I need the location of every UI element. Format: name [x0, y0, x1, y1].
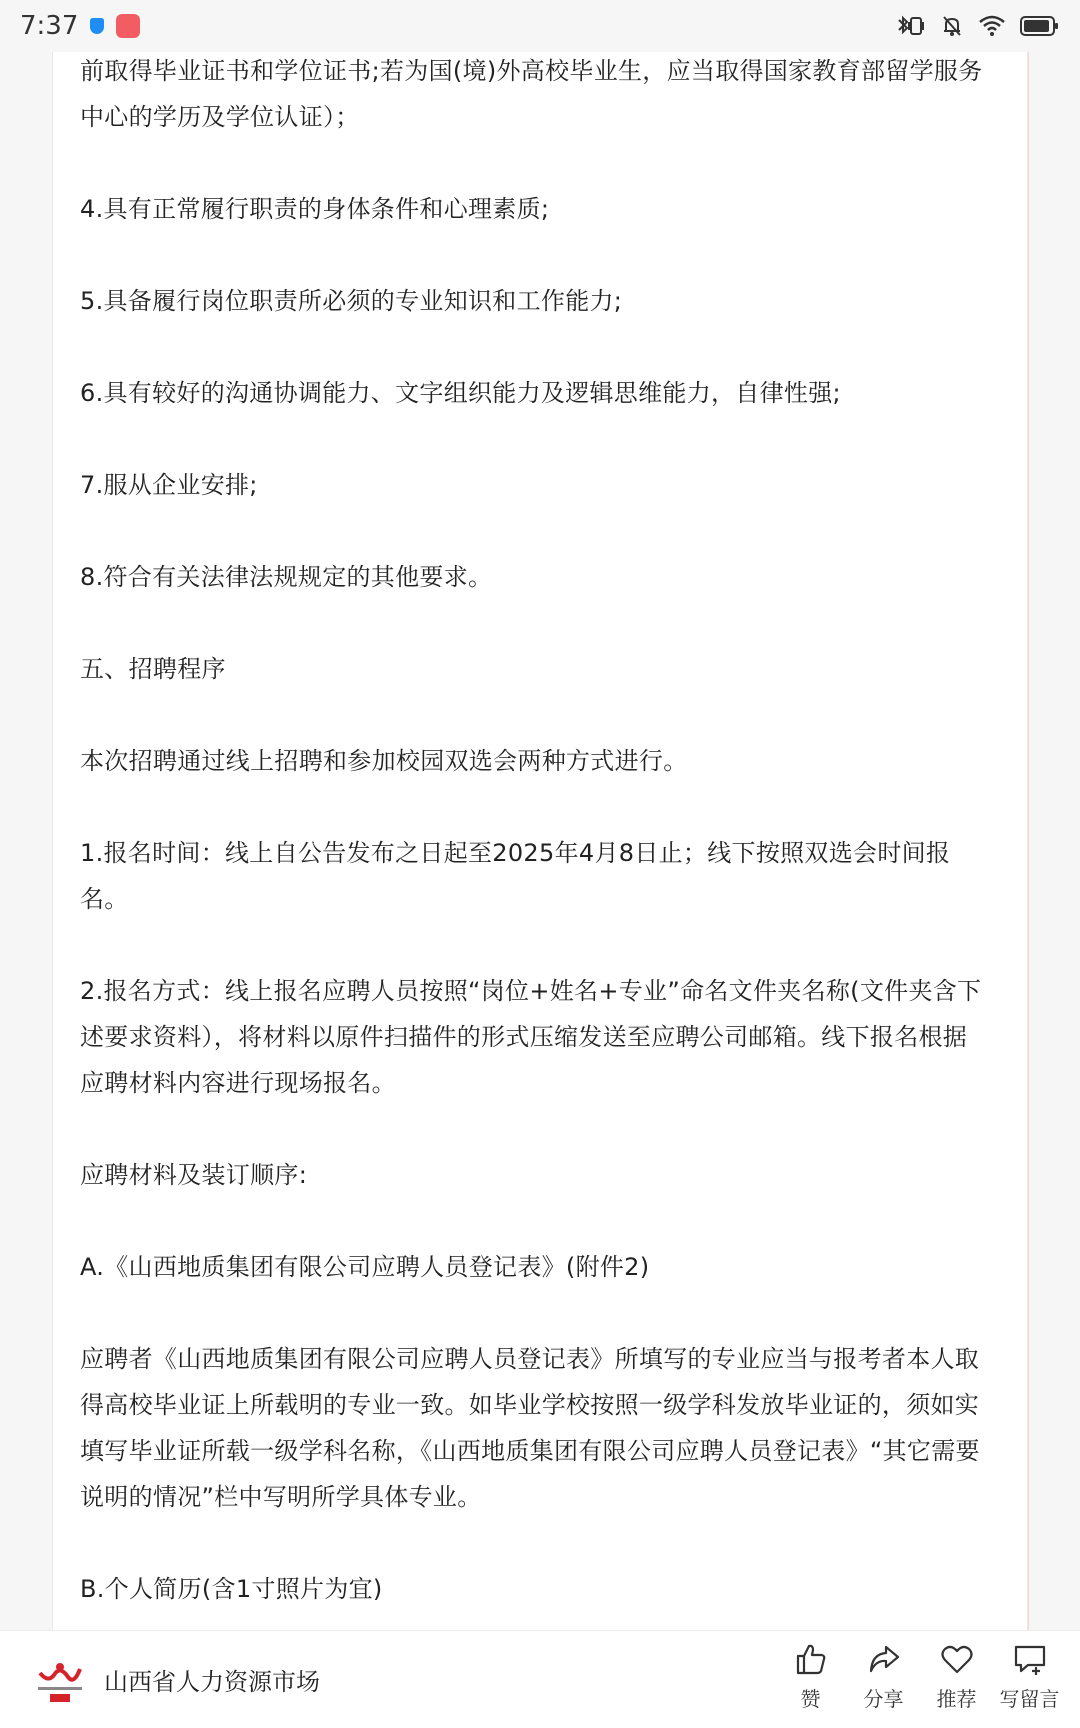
account-info[interactable] — [34, 1655, 320, 1705]
article-paragraph: 5.具备履行岗位职责所必须的专业知识和工作能力; — [80, 287, 623, 315]
recommend-label: 推荐 — [936, 1687, 977, 1711]
article-paragraph: 4.具有正常履行职责的身体条件和心理素质; — [80, 195, 550, 223]
bottom-bar — [0, 1630, 1080, 1728]
heart-icon — [939, 1641, 975, 1677]
shield-icon — [90, 18, 104, 34]
like-button[interactable] — [774, 1641, 847, 1712]
share-label: 分享 — [863, 1687, 904, 1711]
mute-icon — [940, 14, 964, 38]
comment-button[interactable] — [993, 1641, 1066, 1712]
battery-icon — [1020, 15, 1060, 37]
recommend-button[interactable] — [920, 1641, 993, 1712]
thumbs-up-icon — [793, 1641, 829, 1677]
article-paragraph: 应聘者《山西地质集团有限公司应聘人员登记表》所填写的专业应当与报考者本人取得高校毕业证上所载明的专业一致。如毕业学校按照一级学科发放毕业证的，须如实填写毕业证所载一级学科名称，《山西地质集团有限公司应聘人员登记表》“其它需要说明的情况”栏中写明所学具体专业。 — [80, 1345, 980, 1511]
article-paragraph: 2.报名方式：线上报名应聘人员按照“岗位+姓名+专业”命名文件夹名称(文件夹含下述要求资料），将材料以原件扫描件的形式压缩发送至应聘公司邮箱。线下报名根据应聘材料内容进行现场报名。 — [80, 977, 982, 1097]
account-logo[interactable] — [34, 1655, 86, 1705]
page-edge-line — [1028, 52, 1029, 1630]
account-name[interactable]: 山西省人力资源市场 — [104, 1668, 320, 1696]
action-group — [774, 1641, 1066, 1712]
article-paragraph: 8.符合有关法律法规规定的其他要求。 — [80, 563, 493, 591]
like-label: 赞 — [800, 1687, 821, 1711]
article-paragraph: 本次招聘通过线上招聘和参加校园双选会两种方式进行。 — [80, 747, 688, 775]
comment-add-icon — [1012, 1641, 1048, 1677]
wifi-icon — [978, 15, 1006, 37]
article-paragraph: 7.服从企业安排; — [80, 471, 258, 499]
bluetooth-vibrate-icon — [896, 14, 926, 38]
app-badge-icon — [116, 14, 140, 38]
article-content — [80, 48, 990, 1612]
article-paragraph: A.《山西地质集团有限公司应聘人员登记表》(附件2) — [80, 1253, 650, 1281]
comment-label: 写留言 — [999, 1687, 1060, 1711]
article-paragraph: 6.具有较好的沟通协调能力、文字组织能力及逻辑思维能力，自律性强; — [80, 379, 841, 407]
section-heading: 五、招聘程序 — [80, 655, 226, 683]
status-bar — [0, 0, 1080, 52]
article-paragraph: 前取得毕业证书和学位证书;若为国(境)外高校毕业生，应当取得国家教育部留学服务中心的学历及学位认证）； — [80, 57, 983, 131]
article-paragraph: 1.报名时间：线上自公告发布之日起至2025年4月8日止；线下按照双选会时间报名。 — [80, 839, 951, 913]
status-time: 7:37 — [20, 11, 79, 41]
article-paragraph: B.个人简历(含1寸照片为宜) — [80, 1575, 383, 1603]
share-icon — [866, 1641, 902, 1677]
article-paragraph: 应聘材料及装订顺序: — [80, 1161, 308, 1189]
share-button[interactable] — [847, 1641, 920, 1712]
